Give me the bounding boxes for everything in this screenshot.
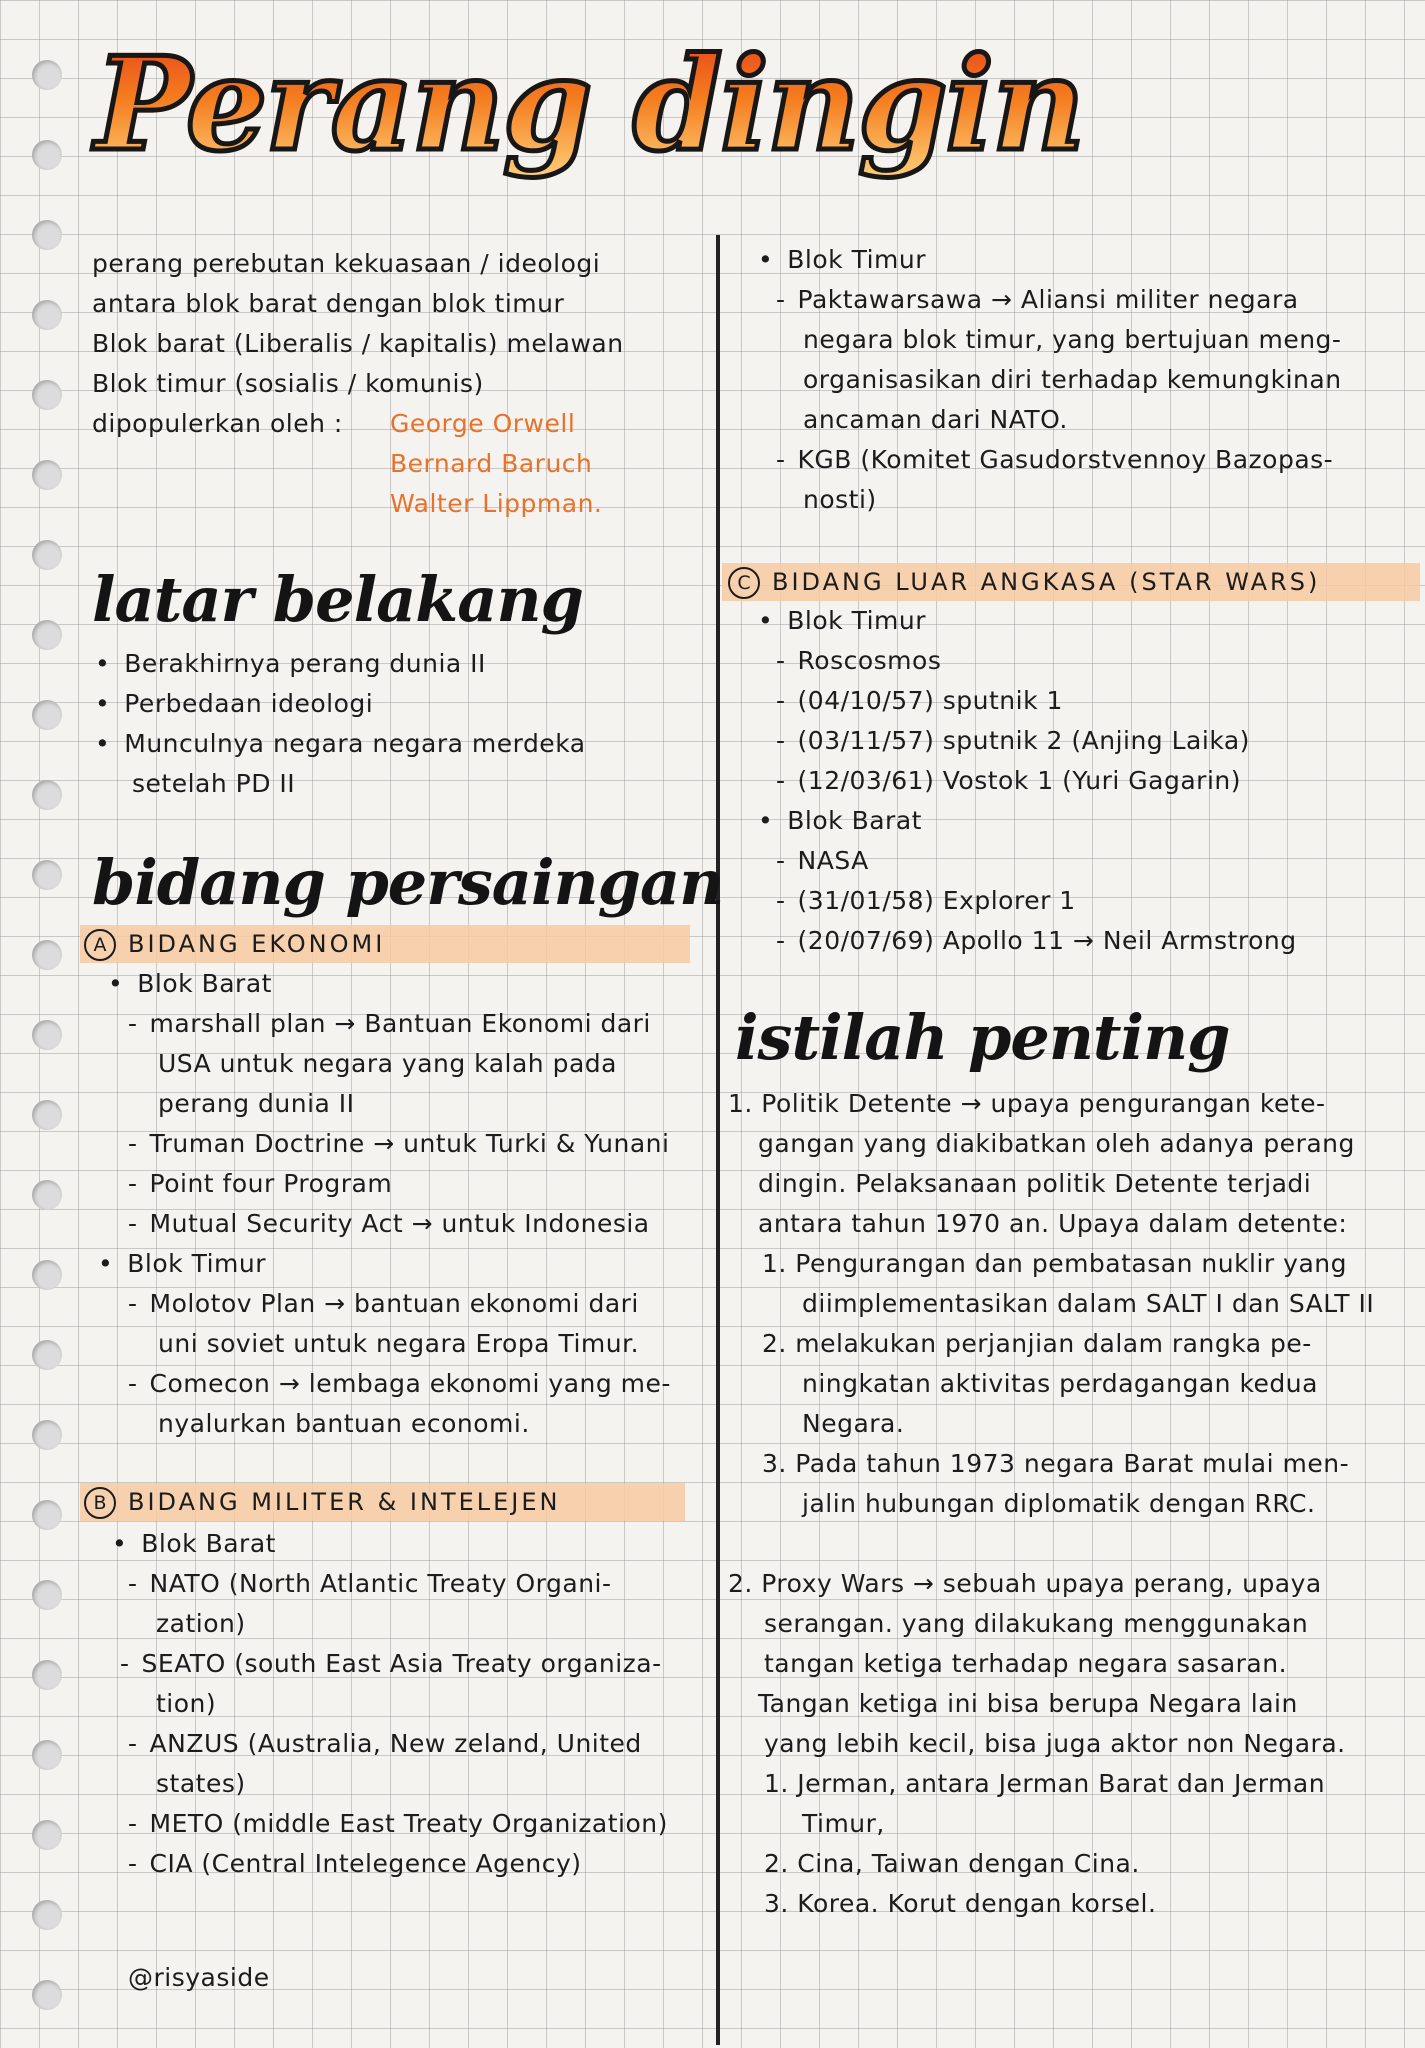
name-baruch: Bernard Baruch xyxy=(390,449,593,478)
list-item: - (20/07/69) Apollo 11 → Neil Armstrong xyxy=(776,925,1297,957)
binder-hole xyxy=(32,1180,62,1210)
list-item-continuation: dingin. Pelaksanaan politik Detente terjadi xyxy=(758,1169,1312,1198)
list-item-continuation: ancaman dari NATO. xyxy=(803,405,1068,434)
list-item: - CIA (Central Intelegence Agency) xyxy=(128,1848,582,1880)
list-item: • Berakhirnya perang dunia II xyxy=(95,648,486,680)
sub-list-item: 3. Korea. Korut dengan korsel. xyxy=(764,1889,1157,1918)
binder-hole xyxy=(32,220,62,250)
section-ekonomi-label: BIDANG EKONOMI xyxy=(128,930,386,958)
binder-hole xyxy=(32,300,62,330)
list-item-continuation: setelah PD II xyxy=(132,769,296,798)
list-item-continuation: ningkatan aktivitas perdagangan kedua xyxy=(802,1369,1318,1398)
blok-timur-label: • Blok Timur xyxy=(758,244,926,276)
binder-hole xyxy=(32,1420,62,1450)
list-item: - Mutual Security Act → untuk Indonesia xyxy=(128,1208,650,1240)
binder-hole xyxy=(32,1740,62,1770)
sub-list-item: 1. Jerman, antara Jerman Barat dan Jerman xyxy=(764,1769,1326,1798)
list-item-continuation: states) xyxy=(156,1769,246,1798)
list-item: - Roscosmos xyxy=(776,645,941,677)
list-item: - Comecon → lembaga ekonomi yang me- xyxy=(128,1368,671,1400)
section-angkasa-label: BIDANG LUAR ANGKASA (STAR WARS) xyxy=(772,568,1321,596)
list-item: - SEATO (south East Asia Treaty organiza- xyxy=(120,1648,662,1680)
page-title: Perang dingin xyxy=(95,30,1345,180)
list-item-continuation: serangan. yang dilakukang menggunakan xyxy=(764,1609,1309,1638)
list-item: - Point four Program xyxy=(128,1168,392,1200)
binder-hole xyxy=(32,1580,62,1610)
bidang-heading: bidang persaingan xyxy=(92,846,724,919)
list-item-continuation: antara tahun 1970 an. Upaya dalam detente: xyxy=(758,1209,1348,1238)
list-item-continuation: Timur, xyxy=(802,1809,885,1838)
binder-hole xyxy=(32,780,62,810)
list-item: - KGB (Komitet Gasudorstvennoy Bazopas- xyxy=(776,444,1333,476)
list-item: - NASA xyxy=(776,845,869,877)
blok-barat-label: • Blok Barat xyxy=(108,968,272,1000)
binder-hole xyxy=(32,1820,62,1850)
intro-line: perang perebutan kekuasaan / ideologi xyxy=(92,249,601,278)
blok-barat-label: • Blok Barat xyxy=(758,805,922,837)
column-divider xyxy=(716,235,720,2045)
binder-holes xyxy=(18,40,78,2030)
list-item: • Munculnya negara negara merdeka xyxy=(95,728,586,760)
blok-timur-label: • Blok Timur xyxy=(758,605,926,637)
binder-hole xyxy=(32,1260,62,1290)
binder-hole xyxy=(32,60,62,90)
binder-hole xyxy=(32,1100,62,1130)
list-item: - Molotov Plan → bantuan ekonomi dari xyxy=(128,1288,639,1320)
section-letter-c: C xyxy=(728,567,760,599)
binder-hole xyxy=(32,1660,62,1690)
sub-list-item: 2. Cina, Taiwan dengan Cina. xyxy=(764,1849,1140,1878)
list-item-continuation: nyalurkan bantuan economi. xyxy=(158,1409,530,1438)
list-item-continuation: yang lebih kecil, bisa juga aktor non Negara. xyxy=(764,1729,1346,1758)
binder-hole xyxy=(32,860,62,890)
list-item-continuation: perang dunia II xyxy=(158,1089,355,1118)
list-item: - ANZUS (Australia, New zeland, United xyxy=(128,1728,642,1760)
sub-list-item: 3. Pada tahun 1973 negara Barat mulai men- xyxy=(762,1449,1350,1478)
list-item-continuation: diimplementasikan dalam SALT I dan SALT II xyxy=(802,1289,1375,1318)
list-item-continuation: Tangan ketiga ini bisa berupa Negara lain xyxy=(758,1689,1298,1718)
list-item: 1. Politik Detente → upaya pengurangan kete- xyxy=(728,1089,1326,1118)
list-item-continuation: tion) xyxy=(156,1689,217,1718)
list-item: - marshall plan → Bantuan Ekonomi dari xyxy=(128,1008,651,1040)
section-letter-a: A xyxy=(84,929,116,961)
binder-hole xyxy=(32,620,62,650)
section-militer-title xyxy=(84,1485,561,1519)
intro-line: antara blok barat dengan blok timur xyxy=(92,289,565,318)
list-item: - (04/10/57) sputnik 1 xyxy=(776,685,1063,717)
list-item: - Truman Doctrine → untuk Turki & Yunani xyxy=(128,1128,669,1160)
list-item: - (12/03/61) Vostok 1 (Yuri Gagarin) xyxy=(776,765,1241,797)
list-item: - NATO (North Atlantic Treaty Organi- xyxy=(128,1568,612,1600)
list-item: 2. Proxy Wars → sebuah upaya perang, upaya xyxy=(728,1569,1322,1598)
blok-timur-label: • Blok Timur xyxy=(98,1248,266,1280)
list-item-continuation: tangan ketiga terhadap negara sasaran. xyxy=(764,1649,1288,1678)
binder-hole xyxy=(32,940,62,970)
name-orwell: George Orwell xyxy=(390,409,576,438)
popularized-label: dipopulerkan oleh : xyxy=(92,409,343,438)
list-item-continuation: USA untuk negara yang kalah pada xyxy=(158,1049,617,1078)
list-item: - (31/01/58) Explorer 1 xyxy=(776,885,1076,917)
list-item: - METO (middle East Treaty Organization) xyxy=(128,1808,668,1840)
binder-hole xyxy=(32,140,62,170)
binder-hole xyxy=(32,700,62,730)
section-letter-b: B xyxy=(84,1487,116,1519)
list-item: - (03/11/57) sputnik 2 (Anjing Laika) xyxy=(776,725,1250,757)
istilah-heading: istilah penting xyxy=(735,1001,1230,1074)
list-item-continuation: nosti) xyxy=(803,485,877,514)
signature: @risyaside xyxy=(128,1963,270,1992)
section-ekonomi-title xyxy=(84,927,385,961)
list-item-continuation: zation) xyxy=(156,1609,246,1638)
blok-barat-label: • Blok Barat xyxy=(112,1528,276,1560)
list-item-continuation: jalin hubungan diplomatik dengan RRC. xyxy=(802,1489,1316,1518)
list-item: • Perbedaan ideologi xyxy=(95,688,373,720)
binder-hole xyxy=(32,1900,62,1930)
sub-list-item: 2. melakukan perjanjian dalam rangka pe- xyxy=(762,1329,1312,1358)
binder-hole xyxy=(32,380,62,410)
binder-hole xyxy=(32,1980,62,2010)
binder-hole xyxy=(32,1020,62,1050)
latar-heading: latar belakang xyxy=(92,563,583,636)
list-item-continuation: organisasikan diri terhadap kemungkinan xyxy=(803,365,1342,394)
intro-line: Blok timur (sosialis / komunis) xyxy=(92,369,484,398)
section-militer-label: BIDANG MILITER & INTELEJEN xyxy=(128,1488,561,1516)
sub-list-item: 1. Pengurangan dan pembatasan nuklir yang xyxy=(762,1249,1347,1278)
section-angkasa-title xyxy=(728,565,1320,599)
name-lippman: Walter Lippman. xyxy=(390,489,603,518)
intro-line: Blok barat (Liberalis / kapitalis) melawan xyxy=(92,329,624,358)
binder-hole xyxy=(32,540,62,570)
binder-hole xyxy=(32,1500,62,1530)
list-item: - Paktawarsawa → Aliansi militer negara xyxy=(776,284,1299,316)
list-item-continuation: gangan yang diakibatkan oleh adanya perang xyxy=(758,1129,1355,1158)
binder-hole xyxy=(32,460,62,490)
list-item-continuation: negara blok timur, yang bertujuan meng- xyxy=(803,325,1342,354)
list-item-continuation: Negara. xyxy=(802,1409,905,1438)
binder-hole xyxy=(32,1340,62,1370)
list-item-continuation: uni soviet untuk negara Eropa Timur. xyxy=(158,1329,640,1358)
